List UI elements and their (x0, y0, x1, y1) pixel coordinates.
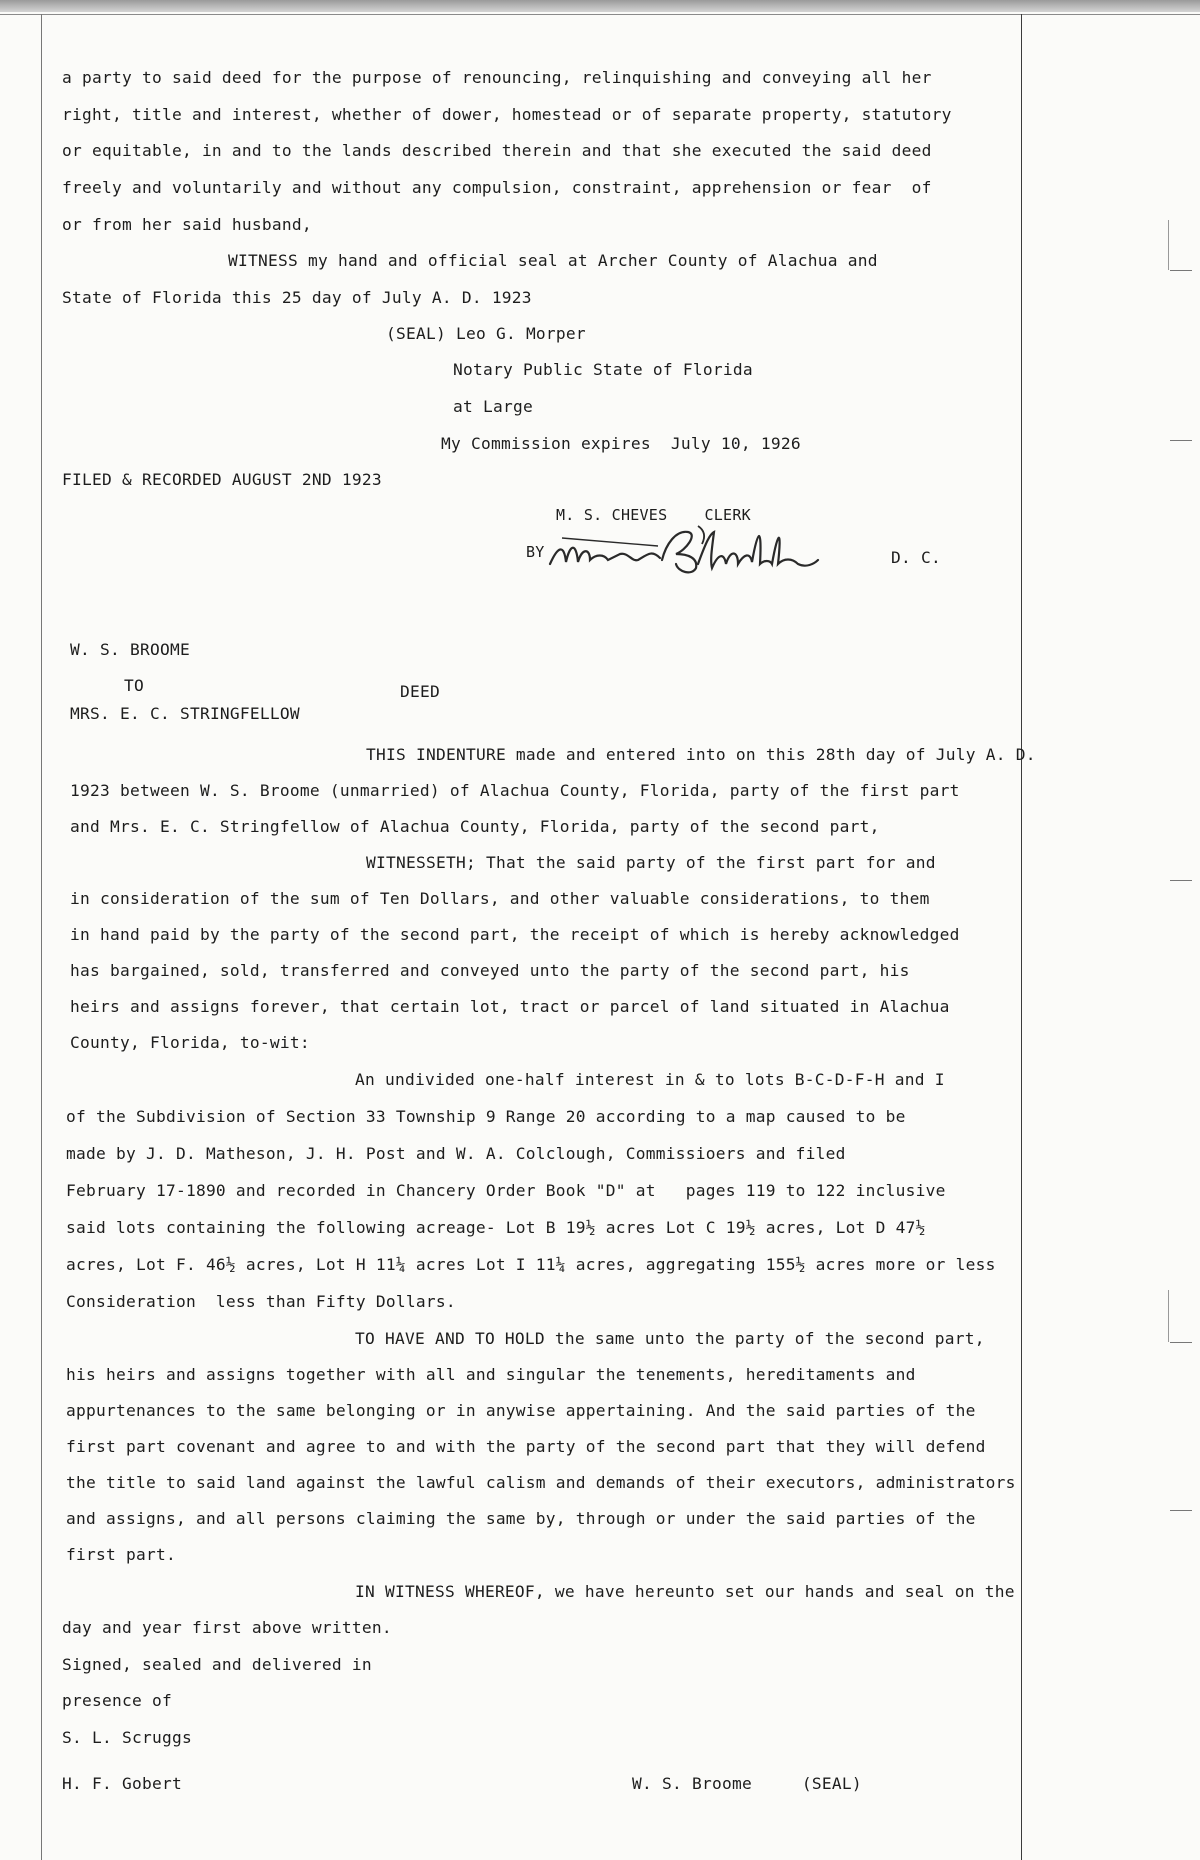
text-line: made by J. D. Matheson, J. H. Post and W. A. Colclough, Commissioers and filed (66, 1144, 846, 1163)
margin-tick (1170, 1510, 1192, 1511)
witness-signature: S. L. Scruggs (62, 1728, 192, 1747)
margin-tick (1170, 270, 1192, 271)
grantor-name: W. S. BROOME (70, 640, 190, 659)
text-line: in hand paid by the party of the second part, the receipt of which is hereby acknowledged (70, 925, 960, 944)
text-line: County, Florida, to-wit: (70, 1033, 310, 1052)
witness-date: State of Florida this 25 day of July A. D. 1923 (62, 288, 532, 307)
text-line: first part. (66, 1545, 176, 1564)
attestation-line: Signed, sealed and delivered in (62, 1655, 372, 1674)
text-line: heirs and assigns forever, that certain lot, tract or parcel of land situated in Alachua (70, 997, 950, 1016)
text-line: his heirs and assigns together with all and singular the tenements, hereditaments and (66, 1365, 916, 1384)
text-line: THIS INDENTURE made and entered into on this 28th day of July A. D. (366, 745, 1036, 764)
margin-bracket (1168, 1290, 1169, 1342)
margin-tick (1170, 880, 1192, 881)
text-line: the title to said land against the lawful calism and demands of their executors, administrators (66, 1473, 1016, 1492)
text-line: a party to said deed for the purpose of renouncing, relinquishing and conveying all her (62, 68, 932, 87)
page-top-rule (0, 14, 1200, 15)
text-line: and Mrs. E. C. Stringfellow of Alachua County, Florida, party of the second part, (70, 817, 880, 836)
right-margin-rule (1021, 14, 1022, 1860)
text-line: An undivided one-half interest in & to lots B-C-D-F-H and I (355, 1070, 945, 1089)
notary-title: Notary Public State of Florida (453, 360, 753, 379)
text-line: or equitable, in and to the lands described therein and that she executed the said deed (62, 141, 932, 160)
text-line: Consideration less than Fifty Dollars. (66, 1292, 456, 1311)
text-line: February 17-1890 and recorded in Chancery Order Book "D" at pages 119 to 122 inclusive (66, 1181, 946, 1200)
witness-clause: WITNESS my hand and official seal at Archer County of Alachua and (228, 251, 878, 270)
text-line: acres, Lot F. 46½ acres, Lot H 11¼ acres Lot I 11¼ acres, aggregating 155½ acres more or less (66, 1255, 996, 1274)
text-line: freely and voluntarily and without any compulsion, constraint, apprehension or fear of (62, 178, 932, 197)
notary-seal: (SEAL) Leo G. Morper (386, 324, 586, 343)
to-label: TO (124, 676, 144, 695)
grantor-signature: W. S. Broome (SEAL) (632, 1774, 862, 1793)
witness-signature: H. F. Gobert (62, 1774, 182, 1793)
text-line: right, title and interest, whether of dower, homestead or of separate property, statutory (62, 105, 952, 124)
clerk-by: BY (526, 543, 545, 561)
margin-bracket (1168, 220, 1169, 270)
text-line: has bargained, sold, transferred and conveyed unto the party of the second part, his (70, 961, 910, 980)
attestation-line: presence of (62, 1691, 172, 1710)
left-margin-rule (41, 14, 42, 1860)
text-line: IN WITNESS WHEREOF, we have hereunto set our hands and seal on the (355, 1582, 1015, 1601)
text-line: said lots containing the following acreage- Lot B 19½ acres Lot C 19½ acres, Lot D 47½ (66, 1218, 926, 1237)
deputy-clerk: D. C. (891, 548, 941, 567)
text-line: TO HAVE AND TO HOLD the same unto the party of the second part, (355, 1329, 985, 1348)
text-line: or from her said husband, (62, 215, 312, 234)
grantee-name: MRS. E. C. STRINGFELLOW (70, 704, 300, 723)
text-line: appurtenances to the same belonging or in anywise appertaining. And the said parties of the (66, 1401, 976, 1420)
text-line: day and year first above written. (62, 1618, 392, 1637)
instrument-type: DEED (400, 682, 440, 701)
margin-tick (1170, 440, 1192, 441)
text-line: and assigns, and all persons claiming the same by, through or under the said parties of the (66, 1509, 976, 1528)
notary-at-large: at Large (453, 397, 533, 416)
text-line: first part covenant and agree to and with the party of the second part that they will defend (66, 1437, 986, 1456)
clerk-name: M. S. CHEVES CLERK (556, 506, 751, 524)
text-line: WITNESSETH; That the said party of the first part for and (366, 853, 936, 872)
margin-tick (1170, 1342, 1192, 1343)
text-line: of the Subdivision of Section 33 Township 9 Range 20 according to a map caused to be (66, 1107, 906, 1126)
deputy-clerk-signature (548, 524, 832, 576)
text-line: 1923 between W. S. Broome (unmarried) of Alachua County, Florida, party of the first part (70, 781, 960, 800)
filed-recorded: FILED & RECORDED AUGUST 2ND 1923 (62, 470, 382, 489)
text-line: in consideration of the sum of Ten Dollars, and other valuable considerations, to them (70, 889, 930, 908)
notary-commission: My Commission expires July 10, 1926 (441, 434, 801, 453)
page-top-edge (0, 0, 1200, 12)
